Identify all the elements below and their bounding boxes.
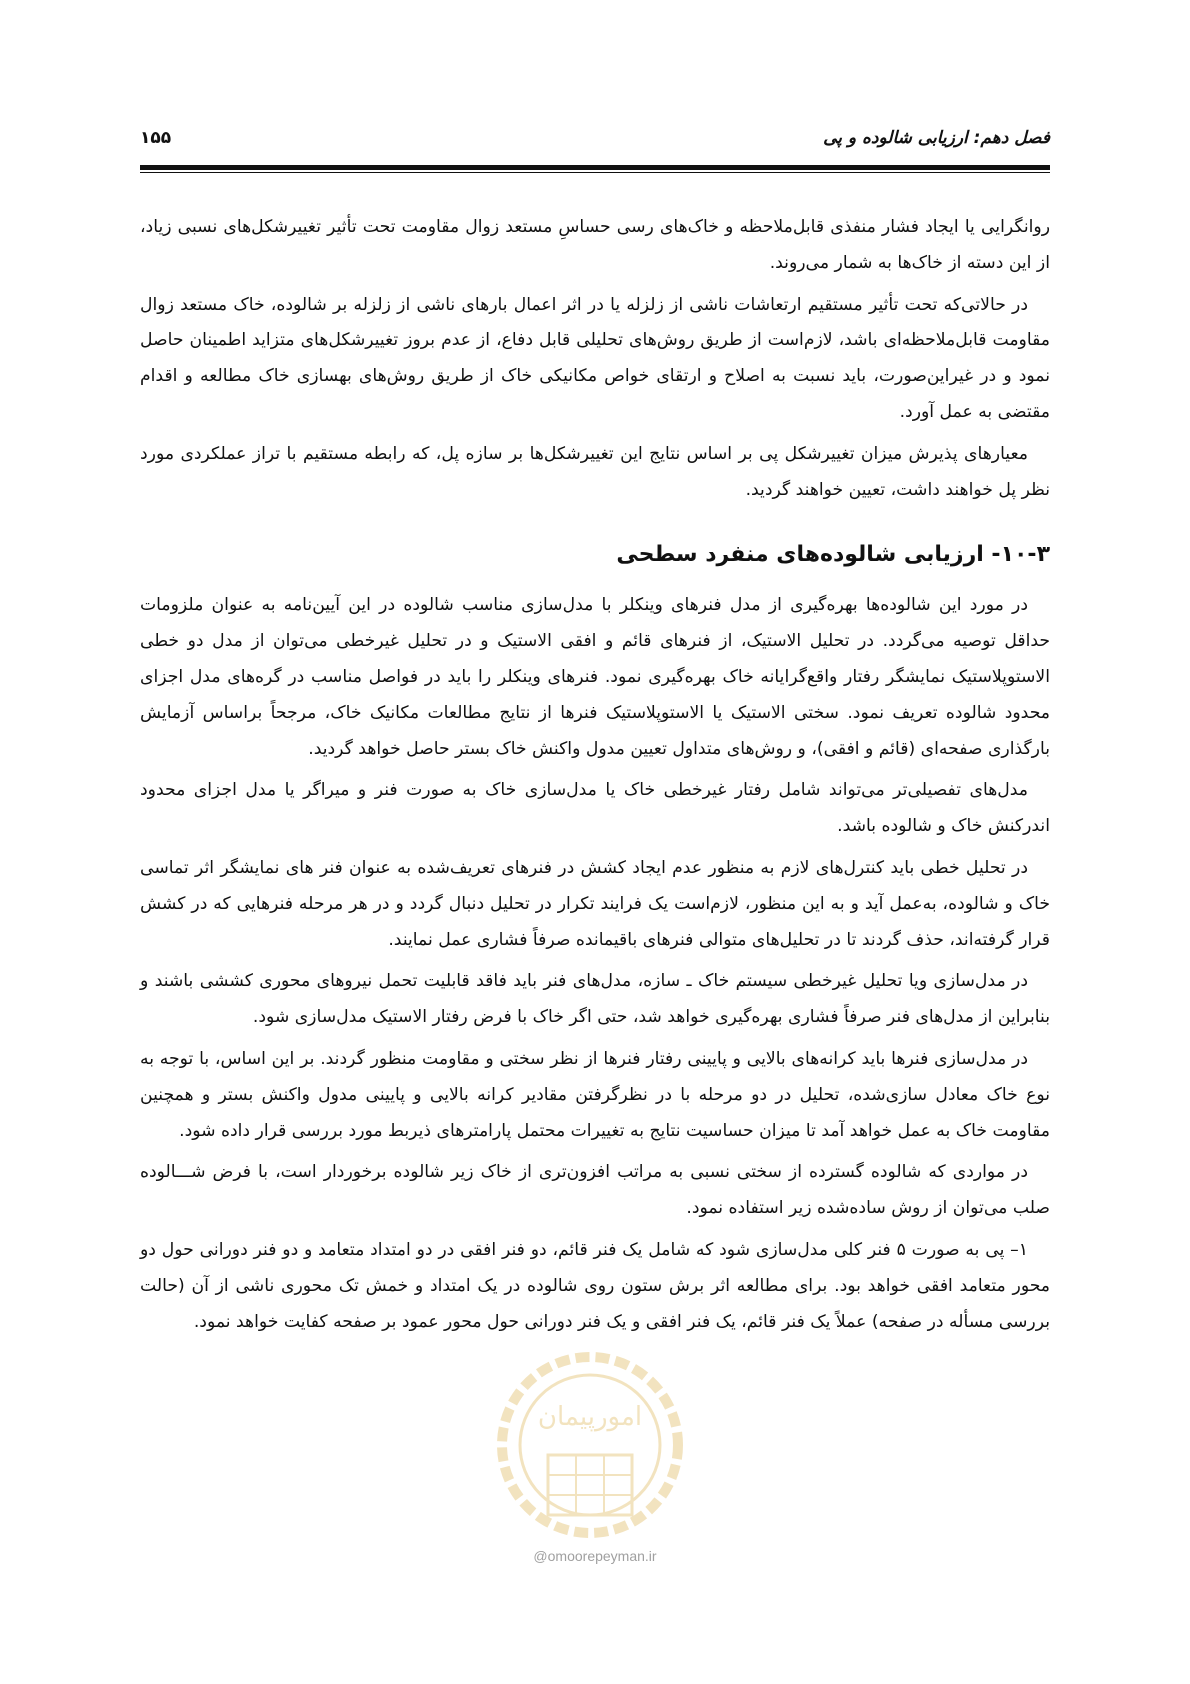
body-text — [140, 210, 1050, 1346]
paragraph: در مدل‌سازی فنرها باید کرانه‌های بالایی و پایینی رفتار فنرها از نظر سختی و مقاومت منظور گردند. بر این اساس، با توجه به نوع خاک معادل سازی‌شده، تحلیل در دو مرحله با در نظرگرفتن مقادیر کرانه بالایی و پایینی مدول واکنش بستر و همچنین مقاومت خاک به عمل خواهد آمد تا میزان حساسیت نتایج به تغییرات محتمل پارامترهای ذیربط مورد بررسی قرار داده شود. — [140, 1048, 1050, 1141]
watermark-text: امورپیمان — [537, 1402, 643, 1432]
paragraph: در تحلیل خطی باید کنترل‌های لازم به منظور عدم ایجاد کشش در فنرهای تعریف‌شده به عنوان فنر های نمایشگر اثر تماسی خاک و شالوده، به‌عمل آید و به این منظور، لازم‌است یک فرایند تکرار در تحلیل دنبال گردد و در هر مرحله فنرهایی که در کشش قرار گرفته‌اند، حذف گردند تا در تحلیل‌های متوالی فنرهای باقیمانده صرفاً فشاری عمل نمایند. — [140, 857, 1050, 950]
section-heading: ۱۰-۳- ارزیابی شالوده‌های منفرد سطحی — [616, 542, 1050, 568]
watermark-url: @omoorepeyman.ir — [533, 1548, 657, 1564]
header-rule-thick — [140, 165, 1050, 170]
paragraph: ۱– پی به صورت ۵ فنر کلی مدل‌سازی شود که شامل یک فنر قائم، دو فنر افقی در دو امتداد متعامد و دو فنر دورانی حول دو محور متعامد افقی خواهد بود. برای مطالعه اثر برش ستون روی شالوده در یک امتداد و خمش تک محوری ناشی از آن (حالت بررسی مسأله در صفحه) عملاً یک فنر قائم، یک فنر افقی و یک فنر دورانی حول محور عمود بر صفحه کفایت خواهد نمود. — [140, 1239, 1050, 1332]
chapter-title: فصل دهم: ارزیابی شالوده و پی — [823, 128, 1050, 148]
paragraph: در مواردی که شالوده گسترده از سختی نسبی به مراتب افزون‌تری از خاک زیر شالوده برخوردار است، با فرض شـــالوده صلب می‌توان از روش ساده‌شده زیر استفاده نمود. — [140, 1162, 1050, 1219]
page-header — [140, 128, 1050, 152]
watermark-logo — [490, 1345, 690, 1555]
paragraph: روانگرایی یا ایجاد فشار منفذی قابل‌ملاحظه و خاک‌های رسی حساسِ مستعد زوال مقاومت تحت تأثیر تغییرشکل‌های نسبی زیاد، از این دسته از خاک‌ها به شمار می‌روند. — [140, 217, 1050, 273]
paragraph: در مدل‌سازی ویا تحلیل غیرخطی سیستم خاک ـ سازه، مدل‌های فنر باید فاقد قابلیت تحمل نیروهای محوری کششی باشند و بنابراین از مدل‌های فنر صرفاً فشاری بهره‌گیری خواهد شد، حتی اگر خاک با فرض رفتار الاستیک مدل‌سازی شود. — [140, 971, 1050, 1028]
header-rule-thin — [140, 172, 1050, 173]
paragraph: معیارهای پذیرش میزان تغییرشکل پی بر اساس نتایج این تغییرشکل‌ها بر سازه پل، که رابطه مستقیم با تراز عملکردی مورد نظر پل خواهند داشت، تعیین خواهند گردید. — [140, 443, 1050, 500]
page-number: ۱۵۵ — [140, 128, 172, 148]
paragraph: در مورد این شالوده‌ها بهره‌گیری از مدل فنرهای وینکلر با مدل‌سازی مناسب شالوده در این آیین‌نامه به عنوان ملزومات حداقل توصیه می‌گردد. در تحلیل الاستیک، از فنرهای قائم و افقی الاستیک و در تحلیل غیرخطی می‌توان از مدل دو خطی الاستوپلاستیک نمایشگر رفتار واقع‌گرایانه خاک بهره‌گیری نمود. فنرهای وینکلر را باید در فواصل مناسب در گره‌های مدل اجزای محدود شالوده تعریف نمود. سختی الاستیک یا الاستوپلاستیک فنرها از نتایج مطالعات مکانیک خاک، مرجحاً براساس آزمایش بارگذاری صفحه‌ای (قائم و افقی)، و روش‌های متداول تعیین مدول واکنش خاک بستر حاصل خواهد گردید. — [140, 595, 1050, 759]
paragraph: در حالاتی‌که تحت تأثیر مستقیم ارتعاشات ناشی از زلزله یا در اثر اعمال بارهای ناشی از زلزله بر شالوده، خاک مستعد زوال مقاومت قابل‌ملاحظه‌ای باشد، لازم‌است از طریق روش‌های تحلیلی قابل دفاع، از عدم بروز تغییرشکل‌های متزاید اطمینان حاصل نمود و در غیراین‌صورت، باید نسبت به اصلاح و ارتقای خواص مکانیکی خاک از طریق روش‌های بهسازی خاک مطالعه و اقدام مقتضی به عمل آورد. — [140, 294, 1050, 422]
paragraph: مدل‌های تفصیلی‌تر می‌تواند شامل رفتار غیرخطی خاک یا مدل‌سازی خاک به صورت فنر و میراگر یا مدل اجزای محدود اندرکنش خاک و شالوده باشد. — [140, 780, 1050, 837]
